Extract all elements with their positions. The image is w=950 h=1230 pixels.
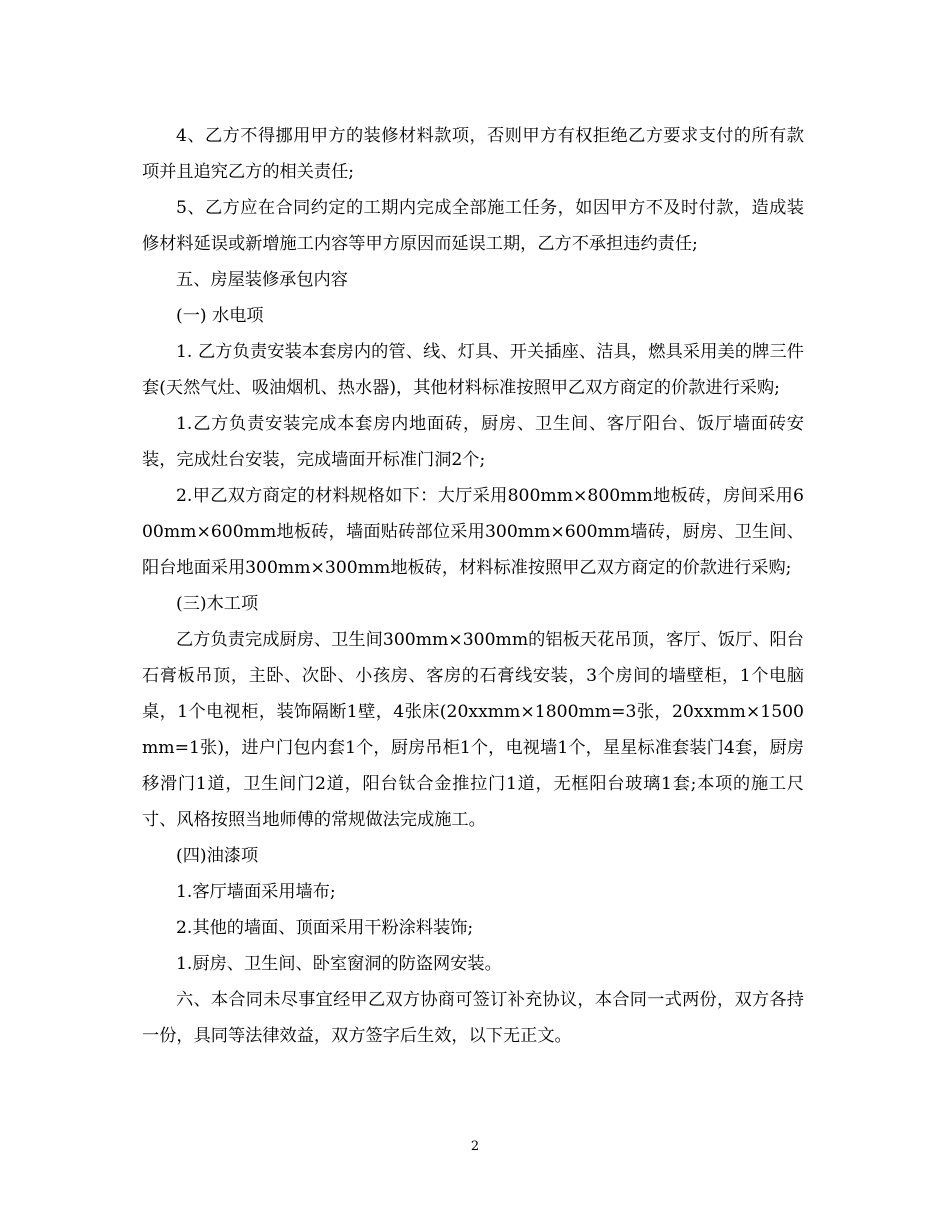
clause-4-paragraph: 4、乙方不得挪用甲方的装修材料款项，否则甲方有权拒绝乙方要求支付的所有款项并且追究乙方的相关责任;: [142, 126, 804, 182]
plumbing-electrical-heading: (一) 水电项: [176, 306, 264, 326]
carpentry-paragraph: 乙方负责完成厨房、卫生间300mm×300mm的铝板天花吊顶，客厅、饭厅、阳台石膏板吊顶，主卧、次卧、小孩房、客房的石膏线安装，3个房间的墙壁柜，1个电脑桌，1个电视柜，装饰隔断1壁，4张床(20xxmm×1800mm=3张，20xxmm×1500mm=1张)，进户门包内套1个，厨房吊柜1个，电视墙1个，星星标准套装门4套，厨房移滑门1道，卫生间门2道，阳台钛合金推拉门1道，无框阳台玻璃1套;本项的施工尺寸、风格按照当地师傅的常规做法完成施工。: [142, 630, 804, 830]
plumbing-item-paragraph: 1. 乙方负责安装本套房内的管、线、灯具、开关插座、洁具，燃具采用美的牌三件套(天然气灶、吸油烟机、热水器)，其他材料标准按照甲乙双方商定的价款进行采购;: [142, 342, 804, 398]
painting-item-2: 2.其他的墙面、顶面采用干粉涂料装饰;: [176, 918, 474, 938]
document-body: [142, 118, 804, 1054]
painting-item-1: 1.客厅墙面采用墙布;: [176, 882, 336, 902]
carpentry-heading: (三)木工项: [176, 594, 259, 614]
clause-5-paragraph: 5、乙方应在合同约定的工期内完成全部施工任务，如因甲方不及时付款，造成装修材料延误或新增施工内容等甲方原因而延误工期，乙方不承担违约责任;: [142, 198, 804, 254]
material-spec-paragraph: 2.甲乙双方商定的材料规格如下：大厅采用800mm×800mm地板砖，房间采用600mm×600mm地板砖，墙面贴砖部位采用300mm×600mm墙砖，厨房、卫生间、阳台地面采用300mm×300mm地板砖，材料标准按照甲乙双方商定的价款进行采购;: [142, 486, 804, 578]
painting-heading: (四)油漆项: [176, 846, 259, 866]
section-6-paragraph: 六、本合同未尽事宜经甲乙双方协商可签订补充协议，本合同一式两份，双方各持一份，具同等法律效益，双方签字后生效，以下无正文。: [142, 990, 804, 1046]
painting-item-3: 1.厨房、卫生间、卧室窗洞的防盗网安装。: [176, 954, 502, 974]
tiling-item-paragraph: 1.乙方负责安装完成本套房内地面砖，厨房、卫生间、客厅阳台、饭厅墙面砖安装，完成灶台安装，完成墙面开标准门洞2个;: [142, 414, 804, 470]
page-number: 2: [470, 1139, 480, 1154]
section-5-heading: 五、房屋装修承包内容: [176, 270, 348, 290]
